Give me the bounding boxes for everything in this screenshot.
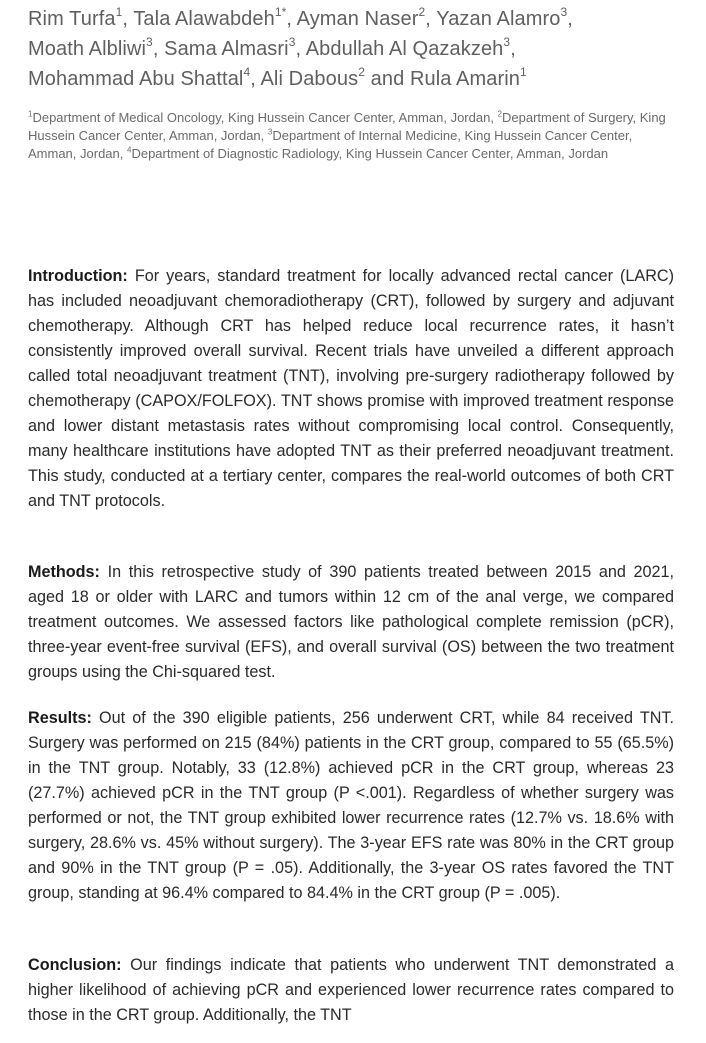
author: Ali Dabous$^2$ and xyxy=(260,65,410,90)
section-heading: Conclusion: xyxy=(28,956,122,975)
affiliation: $^2$Department of Surgery, King Hussein Cancer Center, Amman, Jordan, xyxy=(28,109,666,143)
author: Yazan Alamro$^3$, xyxy=(436,5,573,30)
abstract-results xyxy=(28,706,674,906)
abstract-introduction xyxy=(28,264,674,514)
affiliation: $^1$Department of Medical Oncology, King Hussein Cancer Center, Amman, Jordan, xyxy=(28,109,498,125)
section-heading: Results: xyxy=(28,709,92,728)
abstract-conclusion xyxy=(28,953,674,1028)
section-body: In this retrospective study of 390 patients treated between 2015 and 2021, aged 18 or older with LARC and tumors within 12 cm of the anal verge, we compared treatment outcomes. We assessed factors like pathological complete remission (pCR), three-year event-free survival (EFS), and overall survival (OS) between the two treatment groups using the Chi-squared test. xyxy=(28,563,674,682)
author: Rula Amarin$^1$ xyxy=(409,65,527,90)
author: Moath Albliwi$^3$, xyxy=(28,35,165,60)
author: Tala Alawabdeh$^{1*}$, xyxy=(133,5,297,30)
author: Rim Turfa$^1$, xyxy=(28,5,134,30)
author: Ayman Naser$^2$, xyxy=(296,5,437,30)
section-heading: Introduction: xyxy=(28,267,128,286)
section-body: Out of the 390 eligible patients, 256 underwent CRT, while 84 received TNT. Surgery was performed on 215 (84%) patients in the CRT group, compared to 55 (65.5%) in the TNT group. Notably, 33 (12.8%) achieved pCR in the CRT group, whereas 23 (27.7%) achieved pCR in the TNT group (P <.001). Regardless of whether surgery was performed or not, the TNT group exhibited lower recurrence rates (12.7% vs. 18.6% with surgery, 28.6% vs. 45% without surgery). The 3-year EFS rate was 80% in the CRT group and 90% in the TNT group (P = .05). Additionally, the 3-year OS rates favored the TNT group, standing at 96.4% compared to 84.4% in the CRT group (P = .005). xyxy=(28,709,674,903)
section-body: For years, standard treatment for locally advanced rectal cancer (LARC) has included neoadjuvant chemoradiotherapy (CRT), followed by surgery and adjuvant chemotherapy. Although CRT has helped reduce local recurrence rates, it hasn’t consistently improved overall survival. Recent trials have unveiled a different approach called total neoadjuvant treatment (TNT), involving pre-surgery radiotherapy followed by chemotherapy (CAPOX/FOLFOX). TNT shows promise with improved treatment response and lower distant metastasis rates without compromising local control. Consequently, many healthcare institutions have adopted TNT as their preferred neoadjuvant treatment. This study, conducted at a tertiary center, compares the real-world outcomes of both CRT and TNT protocols. xyxy=(28,267,674,511)
author: Sama Almasri$^3$, xyxy=(164,35,306,60)
author-list xyxy=(28,4,688,94)
author: Mohammad Abu Shattal$^4$, xyxy=(28,65,261,90)
affiliations xyxy=(28,109,680,163)
section-heading: Methods: xyxy=(28,563,100,582)
affiliation: $^3$Department of Internal Medicine, King Hussein Cancer Center, Amman, Jordan, xyxy=(28,127,633,161)
author: Abdullah Al Qazakzeh$^3$, xyxy=(305,35,516,60)
affiliation: $^4$Department of Diagnostic Radiology, King Hussein Cancer Center, Amman, Jordan xyxy=(127,145,609,161)
abstract-methods xyxy=(28,560,674,685)
section-body: Our findings indicate that patients who underwent TNT demonstrated a higher likelihood of achieving pCR and experienced lower recurrence rates compared to those in the CRT group. Additionally, the TNT xyxy=(28,956,674,1025)
